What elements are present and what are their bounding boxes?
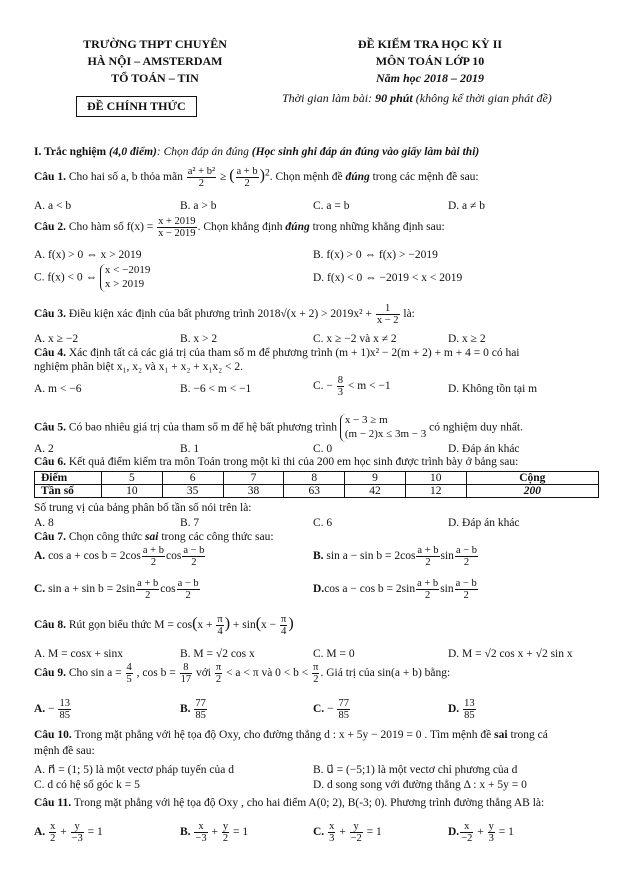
- table-cell: 10: [405, 472, 466, 485]
- q4-option-a[interactable]: A. m < −6: [34, 383, 82, 395]
- q3-option-c[interactable]: C. x ≥ −2 và x ≠ 2: [313, 333, 397, 345]
- question-7: Câu 7. Chọn công thức sai trong các công thức sau:: [34, 531, 274, 543]
- q1-option-d[interactable]: D. a ≠ b: [448, 200, 485, 212]
- q4-option-d[interactable]: D. Không tồn tại m: [448, 383, 538, 395]
- q5-option-b[interactable]: B. 1: [180, 443, 200, 455]
- question-4: Câu 4. Xác định tất cả các giá trị của tham số m để phương trình (m + 1)x² − 2(m + 2) + m + 4 = 0 có hai: [34, 347, 520, 359]
- q11-option-d[interactable]: D. $\frac{x}{-2}$ + $\frac{y}{3}$ = 1: [448, 821, 514, 845]
- q6-option-c[interactable]: C. 6: [313, 517, 333, 529]
- q8-option-a[interactable]: A. M = cosx + sinx: [34, 648, 124, 660]
- q4-option-c[interactable]: C. − $\frac{8}{3}$ < m < −1: [313, 375, 391, 399]
- q11-option-a[interactable]: A. $\frac{x}{2}$ + $\frac{y}{-3}$ = 1: [34, 821, 103, 845]
- question-8: Câu 8. Rút gọn biểu thức M = cos(x + $\frac{\pi}{4}$ ) + sin(x − $\frac{\pi}{4}$ ): [34, 614, 294, 638]
- department-name: TỔ TOÁN – TIN: [111, 71, 199, 85]
- q9-option-c[interactable]: C. − $\frac{77}{85}$: [313, 698, 349, 722]
- q9-option-a[interactable]: A. − $\frac{13}{85}$: [34, 698, 70, 722]
- q3-option-d[interactable]: D. x ≥ 2: [448, 333, 486, 345]
- official-exam-stamp: ĐỀ CHÍNH THỨC: [76, 96, 197, 117]
- q2-option-d[interactable]: D. f(x) < 0 ⇔ −2019 < x < 2019: [313, 272, 463, 284]
- table-cell: 6: [162, 472, 223, 485]
- question-3: Câu 3. Điều kiện xác định của bất phương trình 2018√(x + 2) > 2019x² + $\frac{1}{x - 2}$ là:: [34, 303, 415, 327]
- q6-option-b[interactable]: B. 7: [180, 517, 200, 529]
- table-cell: 200: [466, 485, 598, 498]
- exam-subject: MÔN TOÁN LỚP 10: [375, 54, 485, 68]
- question-2: Câu 2. Cho hàm số f(x) = $\frac{x + 2019}{x - 2019}$ . Chọn khẳng định đúng trong những khẳng định sau:: [34, 216, 445, 240]
- table-cell: 10: [102, 485, 163, 498]
- table-cell: 35: [162, 485, 223, 498]
- table-row: [35, 472, 599, 485]
- q5-option-c[interactable]: C. 0: [313, 443, 333, 455]
- q4-option-b[interactable]: B. −6 < m < −1: [180, 383, 252, 395]
- table-cell: 38: [223, 485, 284, 498]
- q7-option-d[interactable]: D.cos a − cos b = 2sin $\frac{a + b}{2}$ sin $\frac{a - b}{2}$: [313, 578, 477, 602]
- q10-option-b[interactable]: B. u⃗ = (−5;1) là một vectơ chỉ phương của d: [313, 764, 518, 776]
- exam-duration: Thời gian làm bài: 90 phút (không kể thời gian phát đề): [282, 91, 552, 105]
- q6-option-a[interactable]: A. 8: [34, 517, 54, 529]
- q5-option-d[interactable]: D. Đáp án khác: [448, 443, 520, 455]
- q1-option-b[interactable]: B. a > b: [180, 200, 217, 212]
- q8-option-b[interactable]: B. M = √2 cos x: [180, 648, 255, 660]
- table-cell: 8: [284, 472, 345, 485]
- q11-option-b[interactable]: B. $\frac{x}{-3}$ + $\frac{y}{2}$ = 1: [180, 821, 249, 845]
- question-10-line2: mệnh đề sau:: [34, 745, 95, 757]
- table-cell: Cộng: [466, 472, 598, 485]
- table-cell: 5: [102, 472, 163, 485]
- q3-option-b[interactable]: B. x > 2: [180, 333, 218, 345]
- q10-option-c[interactable]: C. d có hệ số góc k = 5: [34, 779, 140, 791]
- q7-option-b[interactable]: B. sin a − sin b = 2cos $\frac{a + b}{2}$ sin $\frac{a - b}{2}$: [313, 545, 478, 569]
- question-6-line2: Số trung vị của bảng phân bố tần số nói trên là:: [34, 502, 252, 514]
- school-name-line2: HÀ NỘI – AMSTERDAM: [87, 54, 223, 68]
- q1-option-a[interactable]: A. a < b: [34, 200, 72, 212]
- score-frequency-table: [34, 471, 599, 498]
- q7-option-a[interactable]: A. cos a + cos b = 2cos $\frac{a + b}{2}$ cos $\frac{a - b}{2}$: [34, 545, 205, 569]
- question-1: Câu 1. Cho hai số a, b thỏa mãn $\frac{\text{a² + b²}}{2}$ ≥ ( $\frac{a + b}{2}$ )$^2$. Chọn mệnh đề đúng trong các mệnh đề sau:: [34, 166, 479, 190]
- q8-option-c[interactable]: C. M = 0: [313, 648, 355, 660]
- table-cell: Tần số: [35, 485, 102, 498]
- section-heading: I. Trắc nghiệm (4,0 điểm): Chọn đáp án đúng (Học sinh ghi đáp án đúng vào giấy làm bài thi): [34, 146, 480, 158]
- q6-option-d[interactable]: D. Đáp án khác: [448, 517, 520, 529]
- q9-option-b[interactable]: B. $\frac{77}{85}$: [180, 698, 206, 722]
- table-cell: Điểm: [35, 472, 102, 485]
- q7-option-c[interactable]: C. sin a + sin b = 2sin $\frac{a + b}{2}$ cos $\frac{a - b}{2}$: [34, 578, 199, 602]
- question-10: Câu 10. Trong mặt phẳng với hệ tọa độ Oxy, cho đường thẳng d : x + 5y − 2019 = 0 . Tìm mệnh đề sai trong cá: [34, 729, 548, 741]
- q5-option-a[interactable]: A. 2: [34, 443, 54, 455]
- q2-option-a[interactable]: A. f(x) > 0 ⇔ x > 2019: [34, 249, 142, 261]
- table-cell: 42: [345, 485, 406, 498]
- q2-option-b[interactable]: B. f(x) > 0 ⇔ f(x) > −2019: [313, 249, 438, 261]
- q8-option-d[interactable]: D. M = √2 cos x + √2 sin x: [448, 648, 573, 660]
- question-11: Câu 11. Trong mặt phẳng với hệ tọa độ Oxy , cho hai điểm A(0; 2), B(-3; 0). Phương trình đường thẳng AB là:: [34, 797, 545, 809]
- question-6: Câu 6. Kết quả điểm kiểm tra môn Toán trong một kì thi của 200 em học sinh được trình bày ở bảng sau:: [34, 456, 519, 468]
- question-9: Câu 9. Cho sin a = $\frac{4}{5}$ , cos b = $\frac{8}{17}$ với $\frac{\pi}{2}$ < a < π và 0 < b < $\frac{\pi}{2}$ . Giá trị của sin(a + b) bằng:: [34, 662, 451, 686]
- q1-option-c[interactable]: C. a = b: [313, 200, 350, 212]
- q2-option-c[interactable]: C. f(x) < 0 ⇔ x < −2019 x > 2019: [34, 264, 151, 290]
- table-cell: 7: [223, 472, 284, 485]
- question-5: Câu 5. Có bao nhiêu giá trị của tham số m để hệ bất phương trình x − 3 ≥ m (m − 2)x ≤ 3m − 3 có nghiệm duy nhất.: [34, 414, 524, 440]
- q9-option-d[interactable]: D. $\frac{13}{85}$: [448, 698, 475, 722]
- school-name-line1: TRƯỜNG THPT CHUYÊN: [83, 37, 227, 51]
- table-cell: 12: [405, 485, 466, 498]
- school-year: Năm học 2018 – 2019: [376, 71, 484, 85]
- q10-option-d[interactable]: D. d song song với đường thẳng Δ : x + 5y = 0: [313, 779, 527, 791]
- q3-option-a[interactable]: A. x ≥ −2: [34, 333, 79, 345]
- q11-option-c[interactable]: C. $\frac{x}{3}$ + $\frac{y}{-2}$ = 1: [313, 821, 382, 845]
- table-row: [35, 485, 599, 498]
- table-cell: 9: [345, 472, 406, 485]
- exam-title: ĐỀ KIỂM TRA HỌC KỲ II: [357, 37, 503, 51]
- question-4-line2: nghiệm phân biệt x₁, x₂ và x₁ + x₂ + x₁x₂ < 2.: [34, 361, 243, 373]
- table-cell: 63: [284, 485, 345, 498]
- q10-option-a[interactable]: A. n⃗ = (1; 5) là một vectơ pháp tuyến của d: [34, 764, 234, 776]
